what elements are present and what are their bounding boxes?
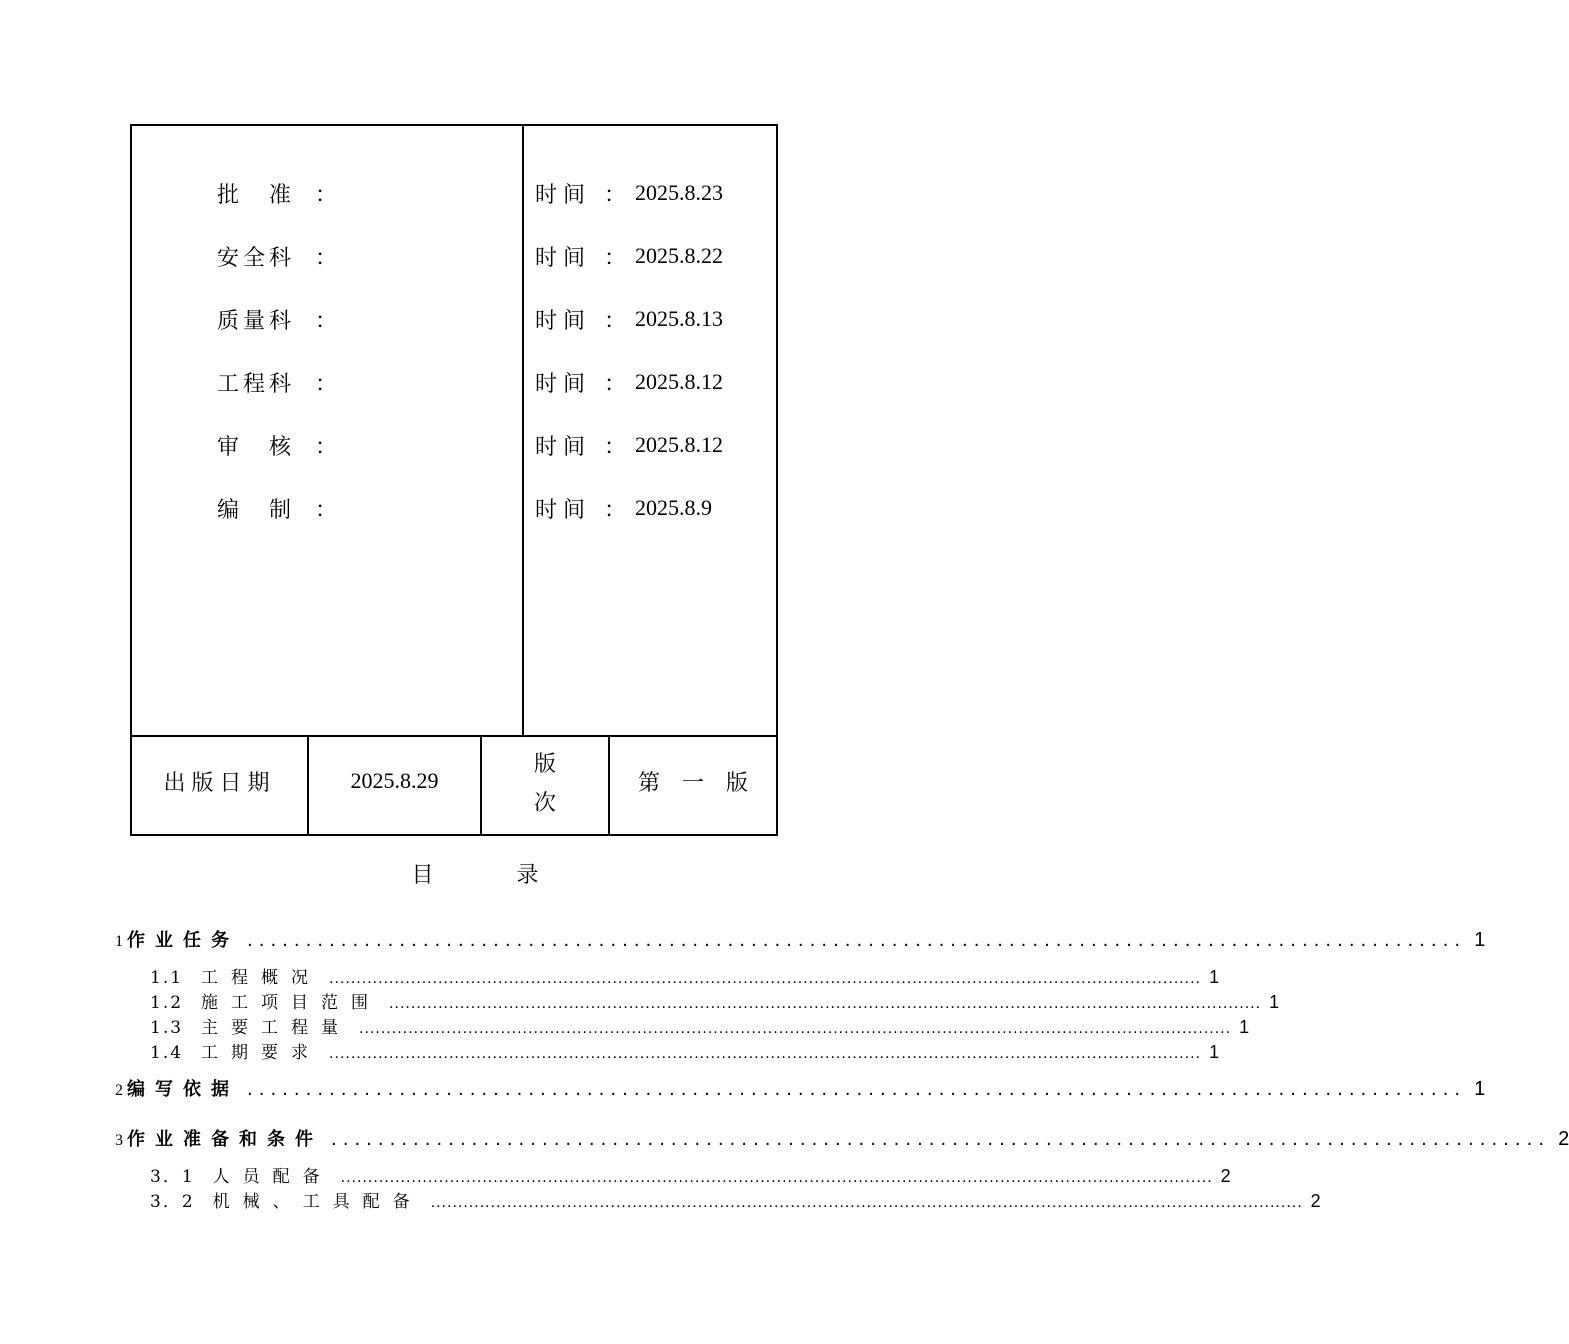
- approval-table: [130, 124, 778, 836]
- toc-entry[interactable]: [115, 1075, 1486, 1101]
- toc-entry-label: 工程概况: [201, 968, 322, 988]
- toc-entry[interactable]: [150, 1038, 1220, 1063]
- time-colon: ：: [604, 183, 627, 208]
- toc-entry-number: 3．2: [150, 1192, 195, 1212]
- edition-label: 次: [533, 791, 556, 816]
- toc-entry-number: 2: [115, 1082, 123, 1099]
- toc-entry[interactable]: [150, 988, 1280, 1013]
- toc-entry-number: 1.3: [150, 1018, 184, 1038]
- toc-entry[interactable]: [115, 1125, 1569, 1151]
- toc-leader: ................................................................................................................................................................: [340, 1170, 1213, 1186]
- toc-entry-label: 施工项目范围: [201, 993, 382, 1013]
- signer-role: 安全科: [217, 246, 296, 271]
- time-label: 时间: [535, 498, 592, 523]
- signer-date: 2025.8.12: [635, 369, 723, 394]
- toc-leader: ................................................................................................................................................................: [430, 1195, 1303, 1211]
- signer-colon: ：: [315, 183, 338, 208]
- time-colon: ：: [604, 498, 627, 523]
- toc-leader: ........................................................................................................: [331, 1129, 1551, 1150]
- toc-entry[interactable]: [150, 1013, 1250, 1038]
- toc-entry-number: 3: [115, 1132, 123, 1149]
- toc-title-char: 录: [516, 863, 539, 888]
- time-label: 时间: [535, 372, 592, 397]
- time-label: 时间: [535, 246, 592, 271]
- toc-entry[interactable]: [115, 926, 1486, 952]
- toc-entry-page: 1: [1474, 1078, 1486, 1100]
- row-divider: [132, 735, 776, 737]
- signer-role: 质量科: [217, 309, 296, 334]
- signer-colon: ：: [315, 309, 338, 334]
- toc-entry-number: 1: [115, 933, 123, 950]
- signer-date: 2025.8.22: [635, 243, 723, 268]
- signer-date: 2025.8.23: [635, 180, 723, 205]
- toc-leader: ................................................................................................................................................................: [359, 1021, 1232, 1037]
- toc-leader: ........................................................................................................: [247, 1079, 1467, 1100]
- toc-entry-page: 2: [1558, 1128, 1569, 1150]
- signer-role: 工程科: [217, 372, 296, 397]
- toc-entry-page: 1: [1209, 1042, 1220, 1062]
- toc-entry-number: 1.4: [150, 1043, 184, 1063]
- toc-entry-page: 1: [1474, 929, 1486, 951]
- toc-entry-page: 1: [1269, 992, 1280, 1012]
- toc-entry-page: 2: [1220, 1166, 1231, 1186]
- toc-entry-label: 编写依据: [127, 1079, 239, 1100]
- time-label: 时间: [535, 309, 592, 334]
- signer-role: 编 制: [217, 498, 296, 523]
- signer-colon: ：: [315, 246, 338, 271]
- edition-label: 版: [533, 752, 556, 777]
- signer-date: 2025.8.9: [635, 495, 712, 520]
- toc-entry-page: 1: [1239, 1017, 1250, 1037]
- toc-title-char: 目: [411, 863, 434, 888]
- signer-role: 审 核: [217, 435, 296, 460]
- time-colon: ：: [604, 435, 627, 460]
- toc-title: [0, 858, 950, 889]
- signer-role: 批 准: [217, 183, 296, 208]
- toc-leader: ................................................................................................................................................................: [389, 996, 1262, 1012]
- signer-date: 2025.8.13: [635, 306, 723, 331]
- toc-entry-label: 人员配备: [212, 1167, 333, 1187]
- toc-entry-number: 3．1: [150, 1167, 195, 1187]
- time-label: 时间: [535, 435, 592, 460]
- publish-date-label: 出版日期: [163, 771, 276, 796]
- toc-entry-label: 机械、工具配备: [212, 1192, 423, 1212]
- toc-leader: ................................................................................................................................................................: [329, 971, 1202, 987]
- toc-leader: ................................................................................................................................................................: [329, 1046, 1202, 1062]
- toc-leader: ........................................................................................................: [247, 930, 1467, 951]
- time-colon: ：: [604, 372, 627, 397]
- toc-entry[interactable]: [150, 963, 1220, 988]
- toc-entry-number: 1.2: [150, 993, 184, 1013]
- toc-entry-page: 2: [1310, 1191, 1321, 1211]
- toc-entry-page: 1: [1209, 967, 1220, 987]
- edition-value: 第 一 版: [637, 771, 748, 796]
- toc-entry-label: 作业准备和条件: [127, 1129, 323, 1150]
- signer-colon: ：: [315, 372, 338, 397]
- time-colon: ：: [604, 309, 627, 334]
- signer-date: 2025.8.12: [635, 432, 723, 457]
- time-colon: ：: [604, 246, 627, 271]
- signer-colon: ：: [315, 498, 338, 523]
- publish-date-value: 2025.8.29: [350, 768, 439, 793]
- signer-colon: ：: [315, 435, 338, 460]
- toc-entry-label: 工期要求: [201, 1043, 322, 1063]
- toc-entry[interactable]: [150, 1162, 1231, 1187]
- toc-entry-label: 主要工程量: [201, 1018, 352, 1038]
- time-label: 时间: [535, 183, 592, 208]
- column-divider: [522, 126, 524, 736]
- toc-entry-label: 作业任务: [127, 930, 239, 951]
- toc-entry-number: 1.1: [150, 968, 184, 988]
- toc-entry[interactable]: [150, 1187, 1321, 1212]
